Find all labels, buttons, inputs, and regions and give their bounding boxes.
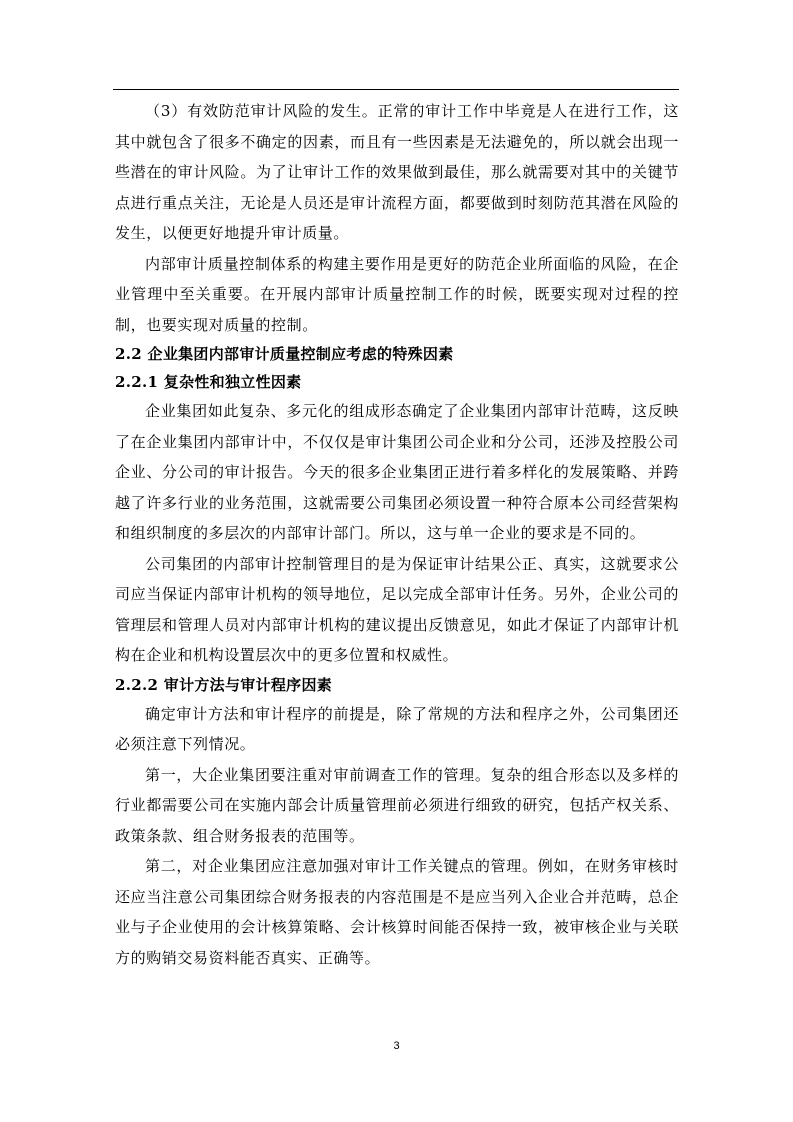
paragraph-second-point: 第二，对企业集团应注意加强对审计工作关键点的管理。例如，在财务审核时还应当注意公司集团综合财务报表的内容范围是不是应当列入企业合并范畴，总企业与子企业使用的会计核算策略、会计核算时间能否保持一致，被审核企业与关联方的购销交易资料能否真实、正确等。 xyxy=(115,857,679,967)
paragraph-method-premise: 确定审计方法和审计程序的前提是，除了常规的方法和程序之外，公司集团还必须注意下列情况。 xyxy=(115,704,679,753)
paragraph-complexity: 企业集团如此复杂、多元化的组成形态确定了企业集团内部审计范畴，这反映了在企业集团内部审计中，不仅仅是审计集团公司企业和分公司，还涉及控股公司企业、分公司的审计报告。今天的很多企业集团正进行着多样化的发展策略、并跨越了许多行业的业务范围，这就需要公司集团必须设置一种符合原本公司经营架构和组织制度的多层次的内部审计部门。所以，这与单一企业的要求是不同的。 xyxy=(115,402,679,542)
subsection-heading-2-2-1: 2.2.1 复杂性和独立性因素 xyxy=(115,373,302,391)
subsection-heading-2-2-2: 2.2.2 审计方法与审计程序因素 xyxy=(115,675,333,694)
header-rule xyxy=(113,89,679,90)
paragraph-first-point: 第一，大企业集团要注重对审前调查工作的管理。复杂的组合形态以及多样的行业都需要公司在实施内部会计质量管理前必须进行细致的研究，包括产权关系、政策条款、组合财务报表的范围等。 xyxy=(115,765,679,845)
paragraph-independence: 公司集团的内部审计控制管理目的是为保证审计结果公正、真实，这就要求公司应当保证内部审计机构的领导地位，足以完成全部审计任务。另外，企业公司的管理层和管理人员对内部审计机构的建议提出反馈意见，如此才保证了内部审计机构在企业和机构设置层次中的更多位置和权威性。 xyxy=(115,554,679,664)
section-heading-2-2: 2.2 企业集团内部审计质量控制应考虑的特殊因素 xyxy=(115,345,454,363)
page-number: 3 xyxy=(393,1040,400,1052)
paragraph-risk-prevention: （3）有效防范审计风险的发生。正常的审计工作中毕竟是人在进行工作，这其中就包含了很多不确定的因素，而且有一些因素是无法避免的，所以就会出现一些潜在的审计风险。为了让审计工作的效果做到最佳，那么就需要对其中的关键节点进行重点关注，无论是人员还是审计流程方面，都要做到时刻防范其潜在风险的发生，以便更好地提升审计质量。 xyxy=(115,102,679,242)
document-body xyxy=(115,96,679,973)
paragraph-quality-control-role: 内部审计质量控制体系的构建主要作用是更好的防范企业所面临的风险，在企业管理中至关重要。在开展内部审计质量控制工作的时候，既要实现对过程的控制，也要实现对质量的控制。 xyxy=(115,254,679,334)
